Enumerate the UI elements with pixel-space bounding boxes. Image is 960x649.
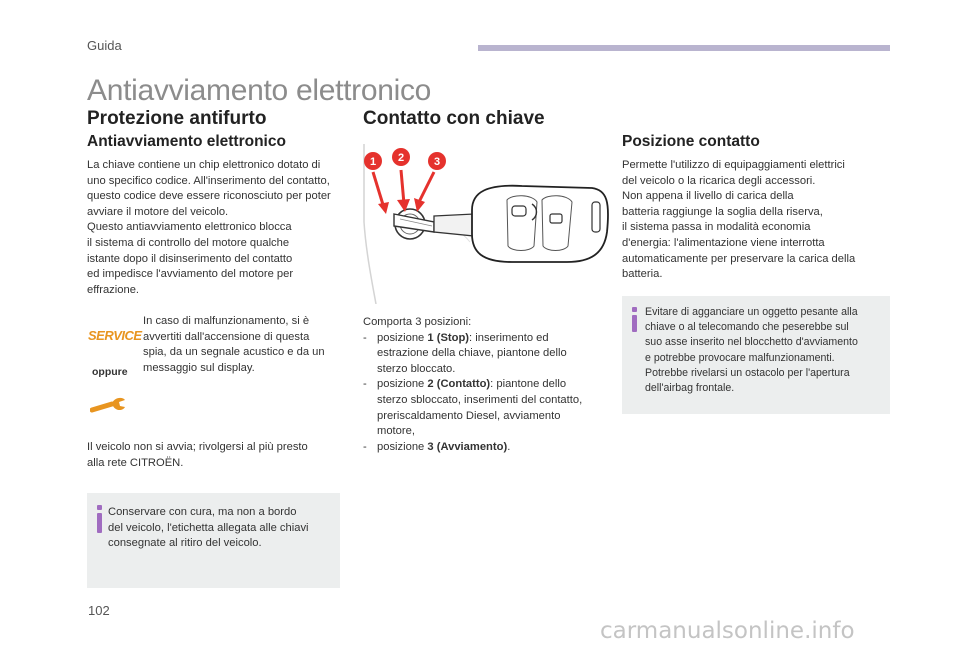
warning-line: spia, da un segnale acustico e da un <box>143 346 325 359</box>
list-dash: - <box>363 440 367 453</box>
position-desc: : inserimento ed <box>469 331 549 344</box>
para-line: batteria raggiunge la soglia della riserva, <box>622 205 823 218</box>
wrench-warning-icon <box>90 395 128 417</box>
para-line: istante dopo il disinserimento del contatto <box>87 252 293 265</box>
page-number: 102 <box>88 603 110 618</box>
position-cont: sterzo sbloccato, inserimenti del contatto, <box>377 393 583 406</box>
watermark: carmanualsonline.info <box>600 618 855 644</box>
dealer-line: Il veicolo non si avvia; rivolgersi al più presto <box>87 441 308 453</box>
para-line: Questo antiavviamento elettronico blocca <box>87 221 292 234</box>
note-line: Conservare con cura, ma non a bordo <box>108 506 297 518</box>
note-line: consegnate al ritiro del veicolo. <box>108 537 262 550</box>
section-label: Guida <box>87 38 122 53</box>
heading-protezione-antifurto: Protezione antifurto <box>87 108 267 129</box>
para-line: avviare il motore del veicolo. <box>87 205 229 218</box>
position-cont: motore, <box>377 425 415 438</box>
position-prefix: posizione <box>377 378 428 391</box>
subheading-antiavviamento: Antiavviamento elettronico <box>87 133 286 150</box>
para-line: il sistema passa in modalità economia <box>622 221 811 234</box>
note-box-airbag <box>622 296 890 414</box>
position-cont: preriscaldamento Diesel, avviamento <box>377 409 561 422</box>
info-marker-icon <box>632 307 637 312</box>
key-ignition-illustration <box>362 142 624 304</box>
para-line: batteria. <box>622 268 663 281</box>
warning-line: avvertiti dall'accensione di questa <box>143 330 310 343</box>
antiavviamento-paragraph <box>87 158 347 298</box>
warning-text <box>143 314 343 376</box>
para-line: La chiave contiene un chip elettronico dotato di <box>87 159 321 171</box>
note-text <box>108 505 338 552</box>
posizione-paragraph <box>622 158 894 283</box>
positions-list <box>363 315 613 455</box>
heading-contatto-chiave: Contatto con chiave <box>363 108 545 129</box>
position-prefix: posizione <box>377 331 428 344</box>
note-line: e potrebbe provocare malfunzionamenti. <box>645 351 835 364</box>
position-cont: sterzo bloccato. <box>377 362 456 375</box>
position-desc: : piantone dello <box>490 378 567 391</box>
dealer-text <box>87 440 347 471</box>
warning-line: In caso di malfunzionamento, si è <box>143 315 310 327</box>
dealer-line: alla rete CITROËN. <box>87 456 184 469</box>
warning-line: messaggio sul display. <box>143 361 255 374</box>
note-line: Evitare di agganciare un oggetto pesante alla <box>645 306 858 318</box>
note-line: chiave o al telecomando che peserebbe sul <box>645 321 849 334</box>
callout-1: 1 <box>369 156 377 168</box>
or-label: oppure <box>92 366 128 378</box>
callout-3: 3 <box>433 156 441 168</box>
para-line: Permette l'utilizzo di equipaggiamenti elettrici <box>622 159 845 171</box>
para-line: d'energia: l'alimentazione viene interrotta <box>622 236 825 249</box>
para-line: del veicolo o la ricarica degli accessori. <box>622 174 816 187</box>
note-line: dell'airbag frontale. <box>645 382 735 395</box>
note-line: del veicolo, l'etichetta allegata alle chiavi <box>108 521 309 534</box>
position-label: 3 (Avviamento) <box>427 440 508 453</box>
para-line: il sistema di controllo del motore qualche <box>87 236 290 249</box>
position-prefix: posizione <box>377 440 428 453</box>
note-text <box>645 305 890 396</box>
info-marker-bar <box>97 513 102 533</box>
position-cont: estrazione della chiave, piantone dello <box>377 347 567 360</box>
position-item-2 <box>363 377 613 439</box>
para-line: automaticamente per preservare la carica della <box>622 252 856 265</box>
para-line: effrazione. <box>87 283 140 296</box>
list-dash: - <box>363 378 367 391</box>
heading-posizione-contatto: Posizione contatto <box>622 133 760 150</box>
note-line: Potrebbe rivelarsi un ostacolo per l'apertura <box>645 366 850 379</box>
position-desc: . <box>507 440 511 453</box>
para-line: questo codice deve essere riconosciuto per poter <box>87 190 331 203</box>
para-line: ed impedisce l'avviamento del motore per <box>87 268 294 281</box>
callout-2: 2 <box>397 152 405 164</box>
note-line: suo asse inserito nel blocchetto d'avviamento <box>645 336 858 349</box>
para-line: Non appena il livello di carica della <box>622 190 794 203</box>
para-line: uno specifico codice. All'inserimento del contatto, <box>87 174 330 187</box>
note-box-label <box>87 493 340 588</box>
position-item-3 <box>363 440 613 456</box>
service-warning-icon: SERVICE <box>88 328 142 343</box>
position-label: 1 (Stop) <box>427 331 470 344</box>
header-accent-bar <box>478 45 890 51</box>
info-marker-bar <box>632 315 637 332</box>
page-title: Antiavviamento elettronico <box>87 74 432 107</box>
positions-intro: Comporta 3 posizioni: <box>363 316 472 328</box>
info-marker-icon <box>97 505 102 510</box>
position-item-1 <box>363 331 613 378</box>
position-label: 2 (Contatto) <box>427 378 491 391</box>
list-dash: - <box>363 331 367 344</box>
